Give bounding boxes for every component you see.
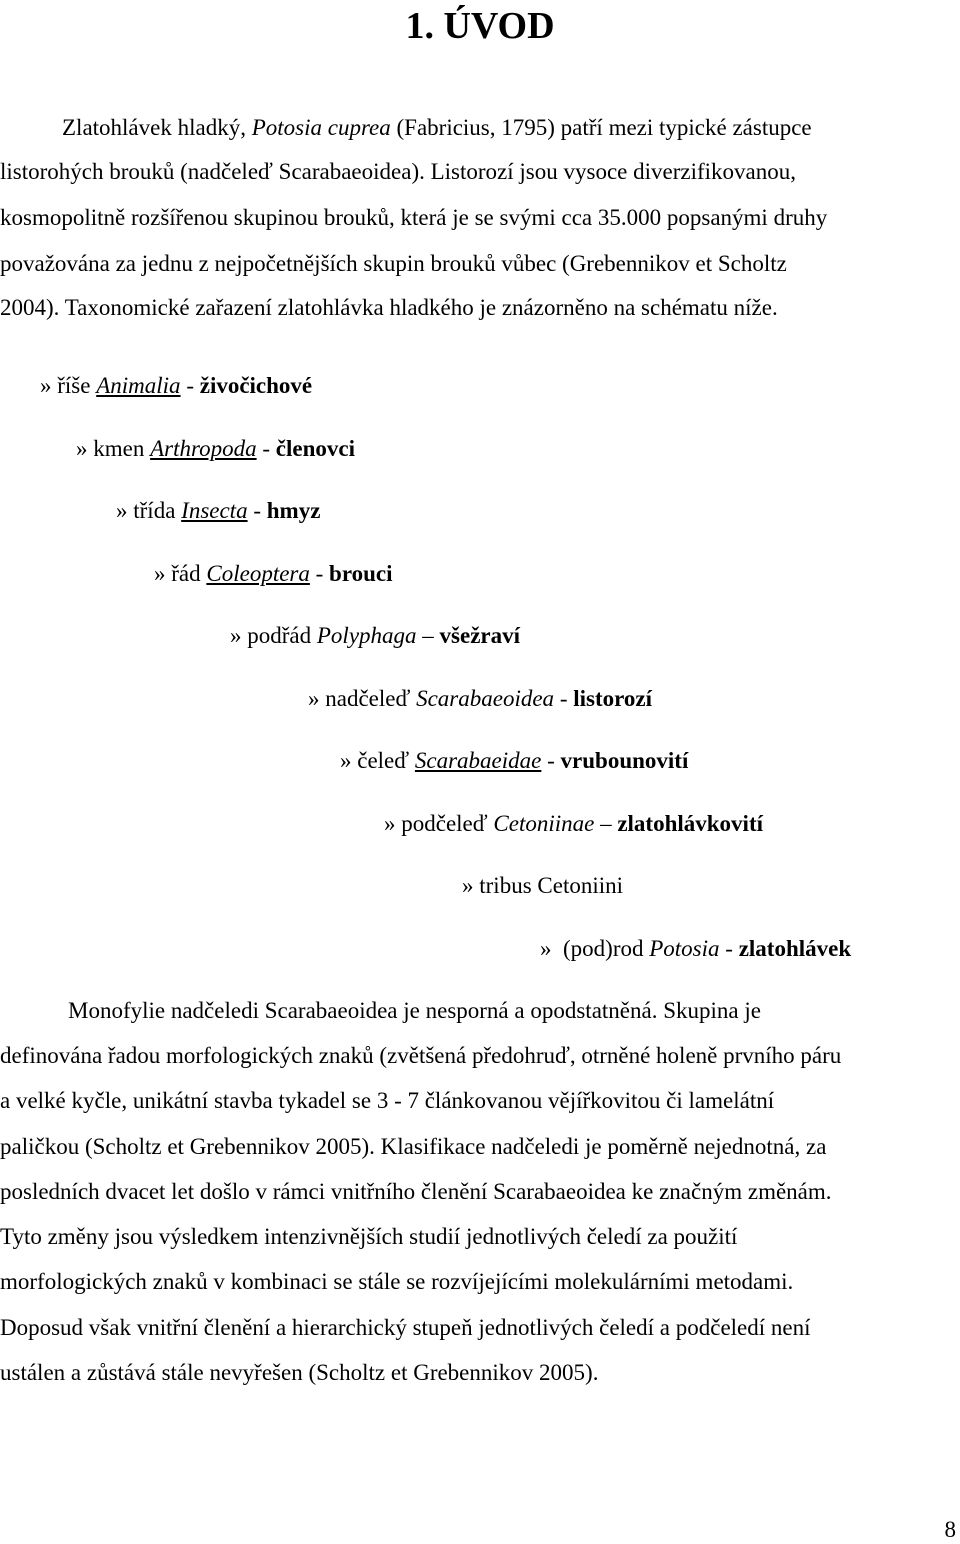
body-line-5: posledních dvacet let došlo v rámci vnitřního členění Scarabaeoidea ke značným změnám. [0,1179,832,1204]
intro-line-4: považována za jednu z nejpočetnějších skupin brouků vůbec (Grebennikov et Scholtz [0,251,787,276]
intro-line-2: listorohých brouků (nadčeleď Scarabaeoidea). Listorozí jsou vysoce diverzifikovanou, [0,159,796,184]
body-line-8: Doposud však vnitřní členění a hierarchický stupeň jednotlivých čeledí a podčeledí není [0,1315,811,1340]
taxonomy-row-suborder: » podřád Polyphaga – všežraví [230,623,520,648]
taxonomy-row-phylum: » kmen Arthropoda - členovci [76,436,355,461]
taxonomy-row-order: » řád Coleoptera - brouci [154,561,393,586]
taxonomy-row-kingdom: » říše Animalia - živočichové [40,373,313,398]
body-line-9: ustálen a zůstává stále nevyřešen (Scholtz et Grebennikov 2005). [0,1360,599,1385]
taxonomy-row-subfamily: » podčeleď Cetoniinae – zlatohlávkovití [384,811,763,836]
body-line-4: paličkou (Scholtz et Grebennikov 2005). Klasifikace nadčeledi je poměrně nejednotná, za [0,1134,827,1159]
intro-line-5: 2004). Taxonomické zařazení zlatohlávka hladkého je znázorněno na schématu níže. [0,295,778,320]
intro-line-3: kosmopolitně rozšířenou skupinou brouků, která je se svými cca 35.000 popsanými druhy [0,205,828,230]
species-name: Potosia cuprea [251,115,391,140]
body-line-3: a velké kyčle, unikátní stavba tykadel se 3 - 7 článkovanou vějířkovitou či lamelátní [0,1088,775,1113]
intro-line-1: Zlatohlávek hladký, Potosia cuprea (Fabricius, 1795) patří mezi typické zástupce [62,115,812,140]
taxonomy-row-genus: » (pod)rod Potosia - zlatohlávek [540,936,852,961]
taxonomy-row-family: » čeleď Scarabaeidae - vrubounovití [340,748,689,773]
taxonomy-row-superfamily: » nadčeleď Scarabaeoidea - listorozí [308,686,653,711]
taxonomy-row-class: » třída Insecta - hmyz [116,498,321,523]
page-title: 1. ÚVOD [405,5,555,47]
page-number: 8 [944,1517,956,1542]
body-line-2: definována řadou morfologických znaků (zvětšená předohruď, otrněné holeně prvního páru [0,1043,842,1068]
body-line-6: Tyto změny jsou výsledkem intenzivnějších studií jednotlivých čeledí za použití [0,1224,738,1249]
body-line-1: Monofylie nadčeledi Scarabaeoidea je nesporná a opodstatněná. Skupina je [68,998,761,1023]
taxonomy-row-tribe: » tribus Cetoniini [462,873,623,898]
body-line-7: morfologických znaků v kombinaci se stále se rozvíjejícími molekulárními metodami. [0,1269,794,1294]
